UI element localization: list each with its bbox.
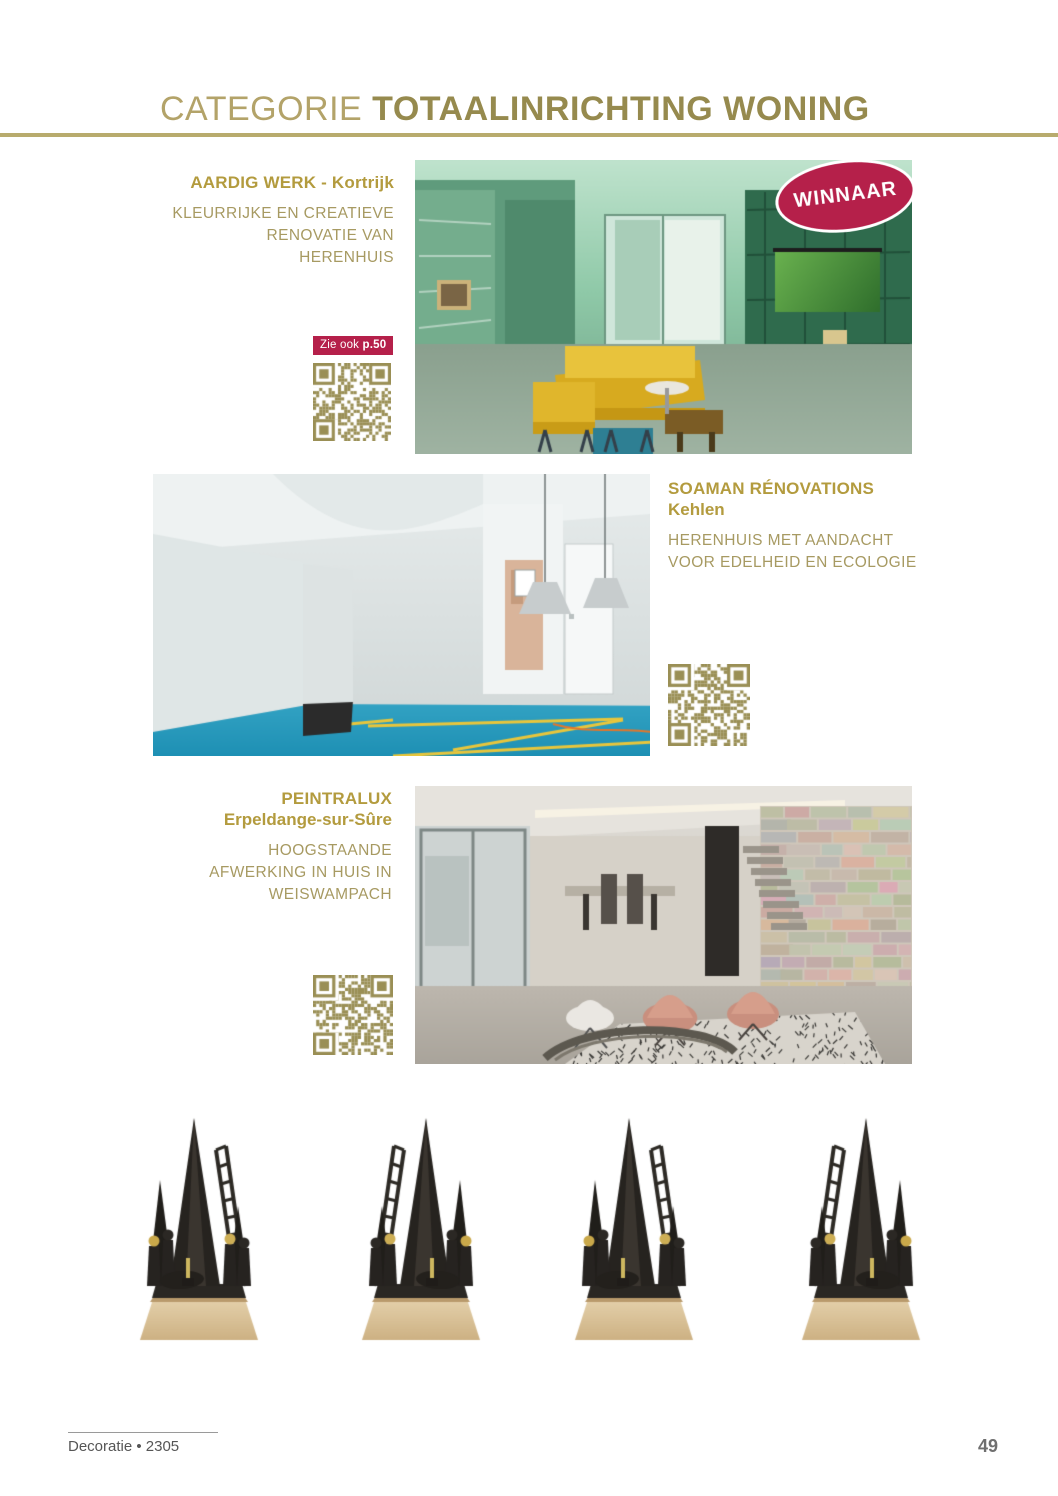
winner-badge-label: WINNAAR	[792, 177, 899, 213]
entry-2-text-block	[668, 478, 928, 574]
entry-1-description: KLEURRIJKE EN CREATIEVE RENOVATIE VAN HERENHUIS	[172, 205, 394, 266]
entry-3-photo-image	[415, 786, 912, 1064]
qr-code-image	[668, 664, 750, 746]
see-also-label: Zie ook	[320, 339, 363, 351]
footer-caption: Decoratie • 2305	[68, 1438, 180, 1455]
entry-3-photo	[415, 786, 912, 1064]
entry-3-text-block	[168, 788, 392, 906]
entry-2-description: HERENHUIS MET AANDACHT VOOR EDELHEID EN ECOLOGIE	[668, 532, 917, 571]
see-also-badge[interactable]	[313, 336, 393, 355]
entry-3-description: HOOGSTAANDE AFWERKING IN HUIS IN WEISWAMPACH	[209, 842, 392, 903]
qr-code-image	[313, 363, 391, 441]
page-title	[160, 90, 870, 129]
page-number: 49	[977, 1436, 998, 1456]
entry-1-company: AARDIG WERK - Kortrijk	[190, 173, 394, 192]
entry-2-city: Kehlen	[668, 500, 725, 519]
entry-1-text-block	[172, 172, 394, 269]
header-divider	[0, 133, 1058, 137]
page-title-light: CATEGORIE	[160, 90, 373, 128]
entry-2-company: SOAMAN RÉNOVATIONS	[668, 479, 875, 498]
qr-code[interactable]	[668, 664, 750, 746]
qr-code-image	[313, 975, 393, 1055]
footer-divider	[68, 1432, 218, 1433]
qr-code[interactable]	[313, 975, 393, 1055]
page-title-bold: TOTAALINRICHTING WONING	[372, 90, 870, 128]
entry-3-company: PEINTRALUX	[281, 789, 392, 808]
trophy-photos-image	[100, 1110, 970, 1370]
trophy-photos	[100, 1110, 970, 1370]
qr-code[interactable]	[313, 363, 391, 441]
see-also-page: p.50	[362, 339, 387, 351]
entry-3-city: Erpeldange-sur-Sûre	[223, 810, 392, 829]
entry-2-photo-image	[153, 474, 650, 756]
entry-2-photo	[153, 474, 650, 756]
